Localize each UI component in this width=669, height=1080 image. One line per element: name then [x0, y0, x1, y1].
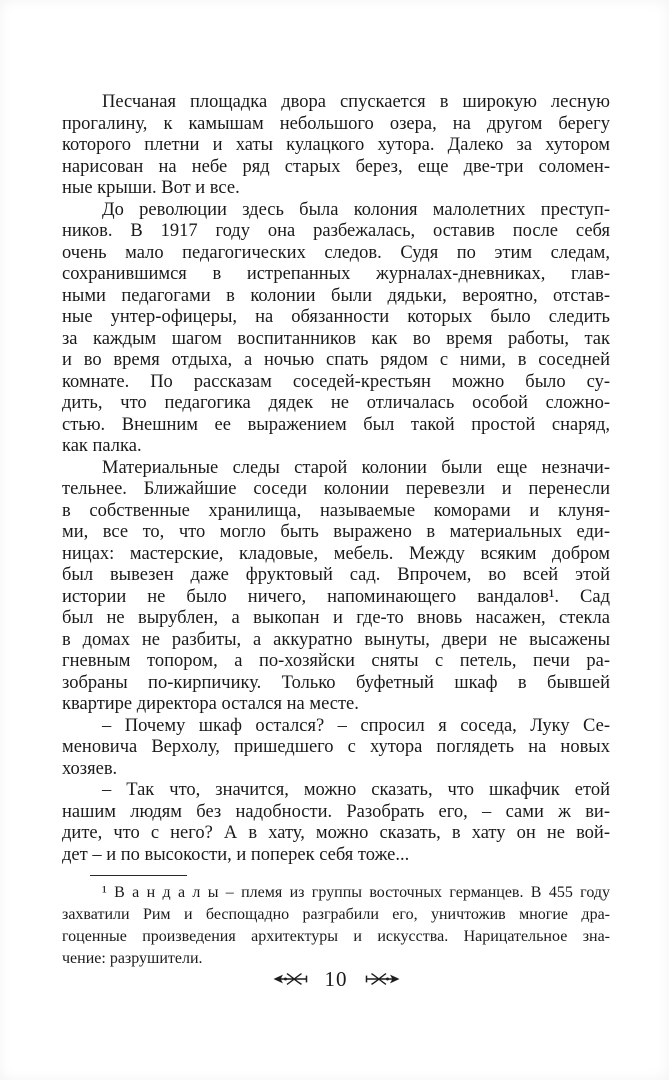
arrow-fleuron-right-icon	[364, 971, 400, 987]
body-text-line: был не вырублен, а выкопан и где-то вновь насажен, стекла	[62, 608, 610, 628]
body-text-line: – Так что, значится, можно сказать, что шкафчик етой	[102, 780, 610, 800]
body-text-line: дет – и по высокости, и поперек себя тоже...	[62, 844, 410, 865]
body-text-line: зобраны по-кирпичику. Только буфетный шкаф в бывшей	[62, 672, 610, 693]
page-number: 10	[324, 967, 348, 991]
body-text-line: – Почему шкаф остался? – спросил я соседа, Луку Се-	[102, 715, 610, 736]
body-text-line: дите, что с него? А в хату, можно сказать, в хату он не вой-	[62, 823, 610, 843]
body-text-line: квартире директора остался на месте.	[62, 694, 359, 714]
body-text-line: Материальные следы старой колонии были еще незначи-	[102, 457, 610, 478]
body-text-line: хозяев.	[62, 758, 118, 779]
body-text-line: Песчаная площадка двора спускается в широкую лесную	[102, 92, 610, 112]
body-text-line: которого плетни и хаты кулацкого хутора. Далеко за хутором	[62, 135, 610, 155]
body-text-line: До революции здесь была колония малолетних преступ-	[102, 199, 610, 220]
body-text-line: тельнее. Ближайшие соседи колонии перевезли и перенесли	[62, 479, 610, 499]
body-text-line: сохранившимся в истрепанных журналах-дневниках, глав-	[62, 264, 610, 284]
body-text-line: был вывезен даже фруктовый сад. Впрочем, во всей этой	[62, 565, 610, 585]
body-text-line: и во время отдыха, а ночью спать рядом с ними, в соседней	[62, 350, 610, 370]
body-text	[62, 92, 610, 866]
body-text-line: гневным топором, а по-хозяйски сняты с петель, печи ра-	[62, 651, 610, 671]
body-text-line: в домах не разбиты, а аккуратно вынуты, двери не высажены	[62, 629, 610, 650]
footnote-line: захватили Рим и беспощадно разграбили его, уничтожив многие дра-	[62, 906, 610, 923]
body-text-line: нарисован на небе ряд старых берез, еще две-три соломен-	[62, 156, 610, 177]
footnote-line: гоценные произведения архитектуры и искусства. Нарицательное зна-	[62, 928, 610, 945]
body-text-line: ницах: мастерские, кладовые, мебель. Между всяким добром	[62, 543, 610, 564]
body-text-line: истории не было ничего, напоминающего вандалов¹. Сад	[62, 586, 610, 607]
body-text-line: как палка.	[62, 436, 142, 456]
footnote-line: ¹ В а н д а л ы – племя из группы восточных германцев. В 455 году	[102, 884, 610, 901]
body-text-line: ными педагогами в колонии были дядьки, вероятно, отстав-	[62, 285, 610, 306]
body-text-line: ные унтер-офицеры, на обязанности которых было следить	[62, 307, 610, 327]
footnote	[62, 882, 610, 970]
body-text-line: прогалину, к камышам небольшого озера, на другом берегу	[62, 113, 610, 134]
arrow-fleuron-left-icon	[273, 971, 309, 987]
page-footer	[62, 964, 610, 994]
body-text-line: меновича Верхолу, пришедшего с хутора поглядеть на новых	[62, 737, 610, 757]
body-text-line: ми, все то, что могло быть выражено в материальных еди-	[62, 522, 610, 542]
footnote-line: чение: разрушители.	[62, 950, 203, 967]
body-text-line: за каждым шагом воспитанников как во время работы, так	[62, 328, 610, 349]
body-text-line: ников. В 1917 году она разбежалась, оставив после себя	[62, 221, 610, 241]
body-text-line: нашим людям без надобности. Разобрать его, – сами ж ви-	[62, 801, 610, 822]
footnote-separator	[90, 875, 187, 876]
body-text-line: в собственные хранилища, называемые коморами и клуня-	[62, 500, 610, 521]
body-text-line: комнате. По рассказам соседей-крестьян можно было су-	[62, 371, 610, 392]
body-text-line: дить, что педагогика дядек не отличалась особой сложно-	[62, 393, 610, 413]
body-text-line: очень мало педагогических следов. Судя по этим следам,	[62, 242, 610, 263]
body-text-line: ные крыши. Вот и все.	[62, 178, 240, 198]
body-text-line: стью. Внешним ее выражением был такой простой снаряд,	[62, 414, 610, 435]
